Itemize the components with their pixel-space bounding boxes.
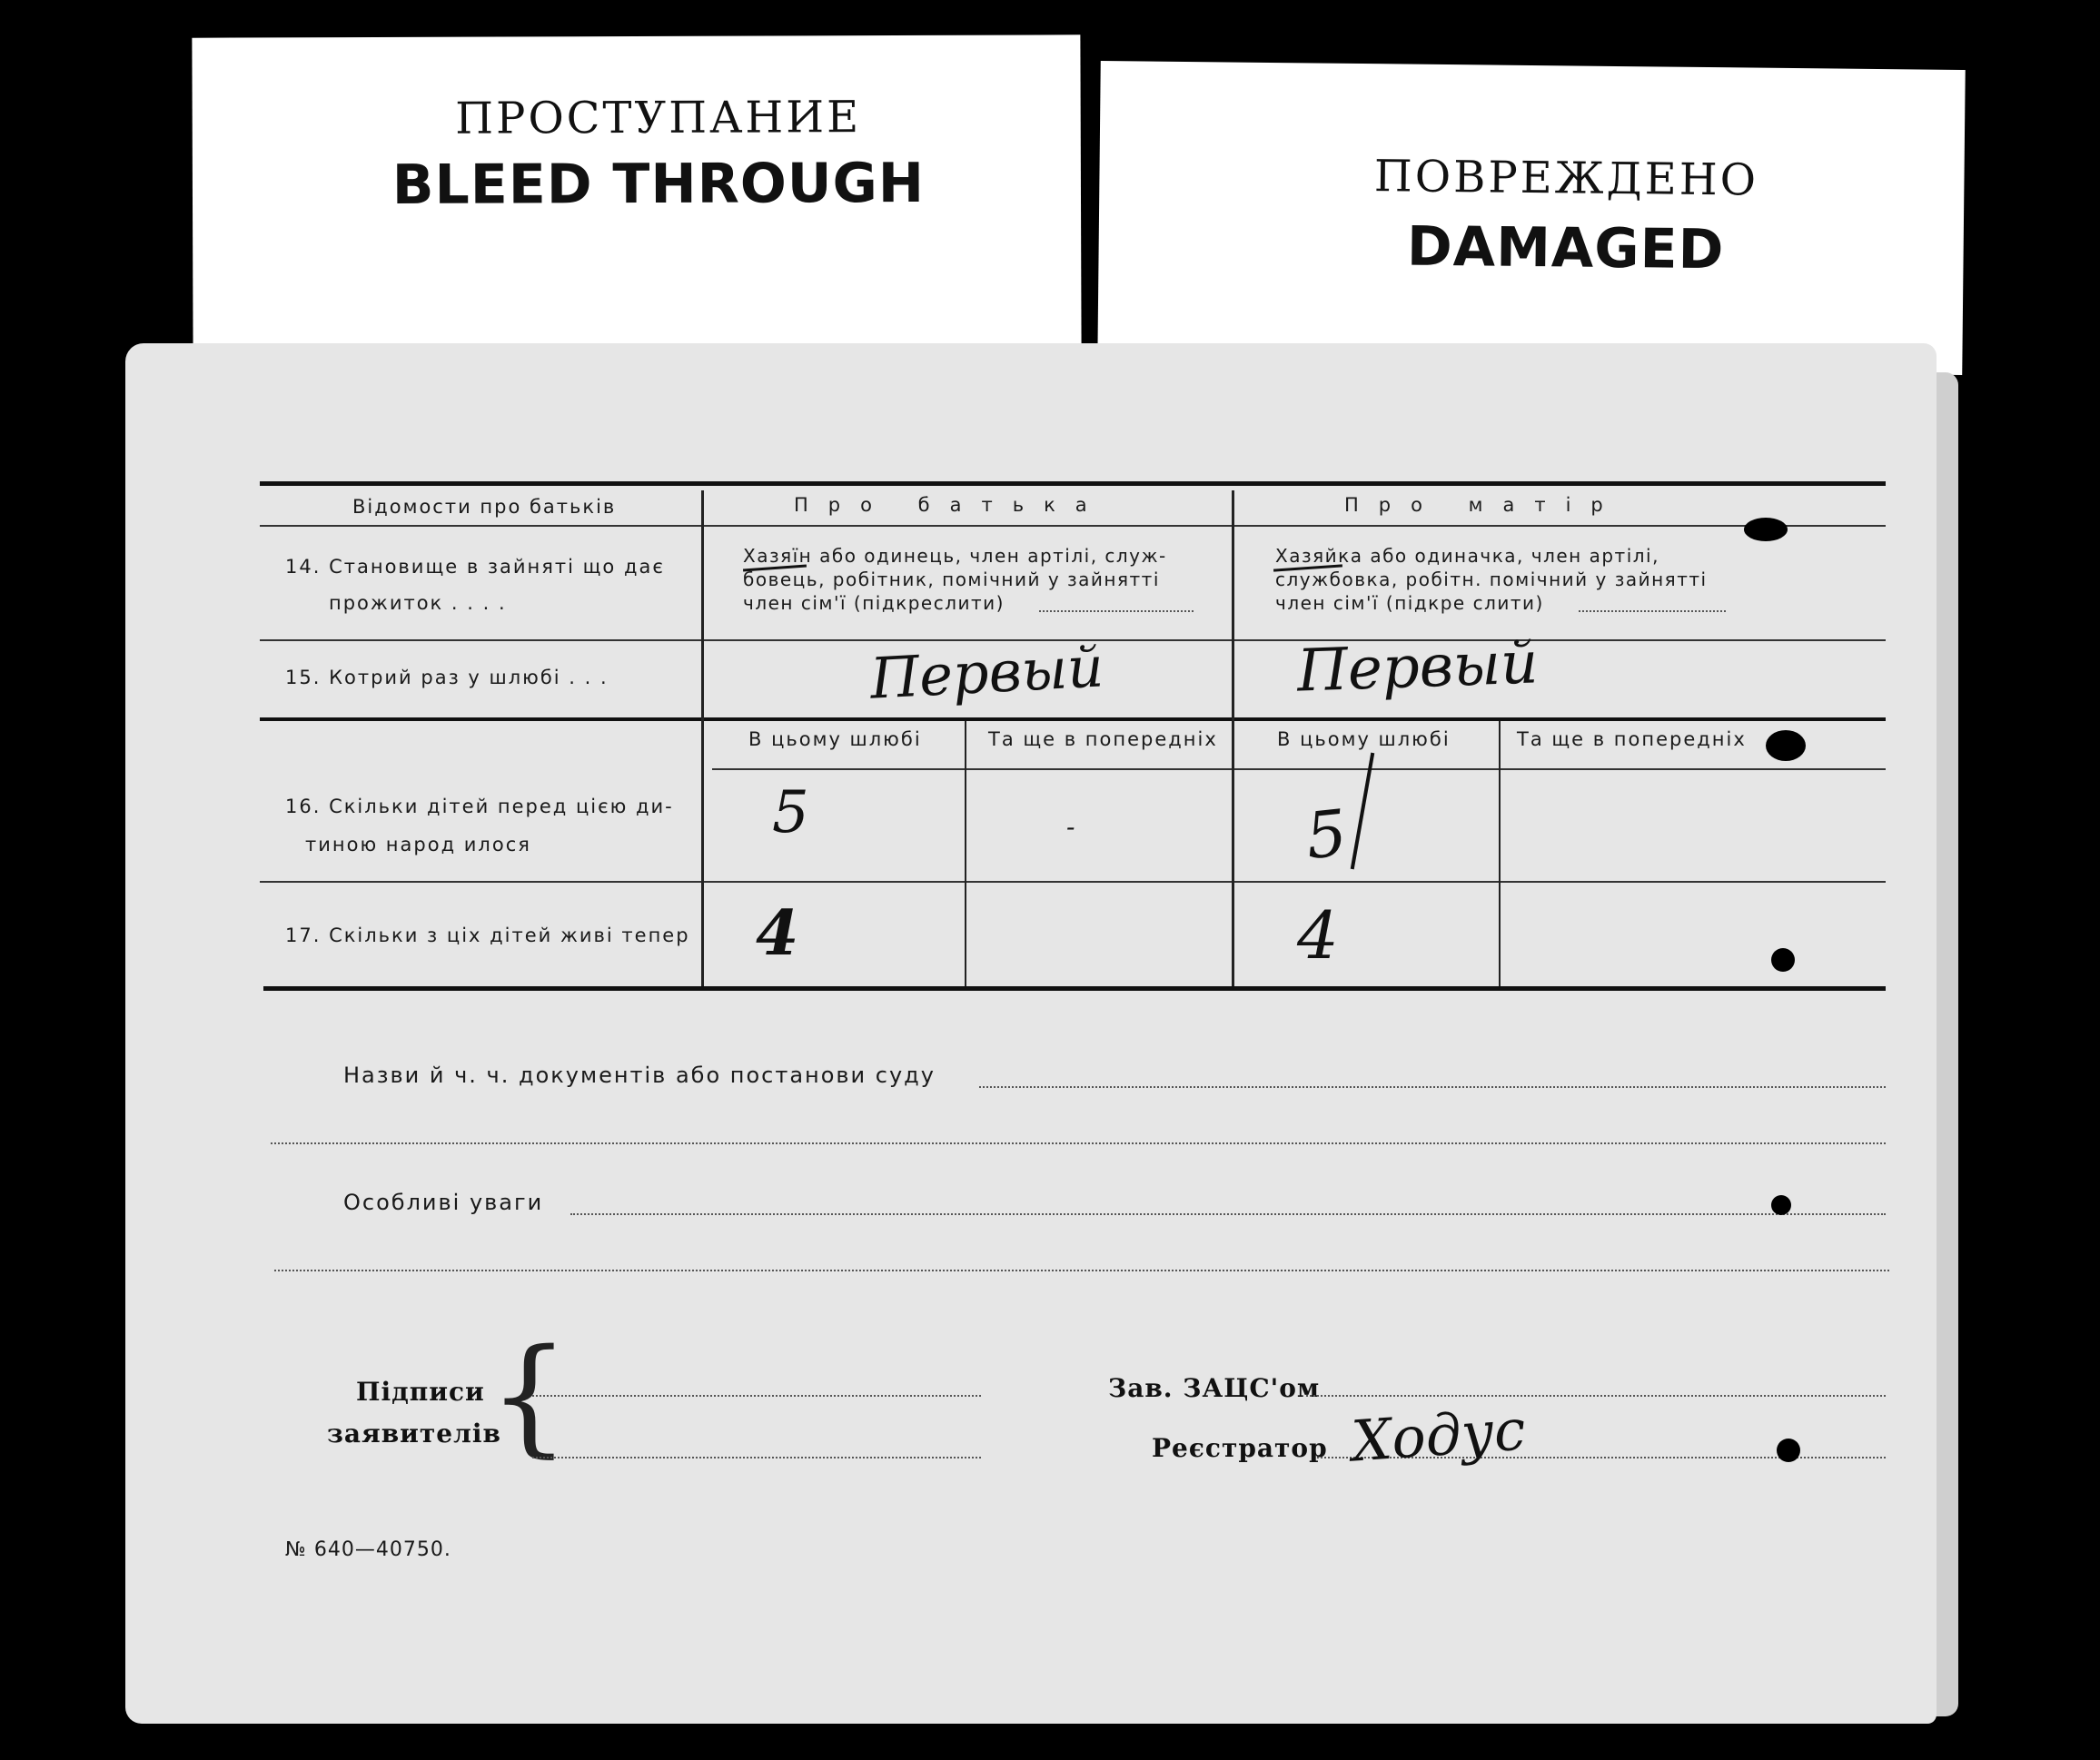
documents-dotline-1[interactable] <box>979 1086 1886 1088</box>
remarks-dotline-1[interactable] <box>570 1213 1886 1215</box>
damaged-label-ru: ПОВРЕЖДЕНО <box>1373 151 1759 206</box>
header-mother: Про матір <box>1344 494 1623 516</box>
signatures-label-line2: заявителів <box>327 1419 501 1449</box>
bleed-through-target-card <box>192 35 1081 364</box>
column-divider-1 <box>701 490 704 986</box>
form-number: № 640—40750. <box>285 1538 451 1561</box>
damage-hole-1 <box>1744 518 1788 541</box>
bleed-through-label-ru: ПРОСТУПАНИЕ <box>455 92 862 144</box>
remarks-dotline-2[interactable] <box>274 1270 1889 1271</box>
damage-hole-3 <box>1771 948 1795 972</box>
subheader-mother-prev: Та ще в попередніх <box>1517 728 1747 750</box>
row14-father-line2: бовець, робітник, помічний у зайнятті <box>743 569 1160 590</box>
registrar-signature: Ходус <box>1349 1396 1528 1475</box>
row15-rule <box>260 717 1886 721</box>
row17-mother-this-value: 4 <box>1297 897 1339 974</box>
remarks-label: Особливі уваги <box>343 1190 544 1215</box>
subheader-mother-this: В цьому шлюбі <box>1277 728 1451 750</box>
documents-dotline-2[interactable] <box>271 1142 1886 1144</box>
row16-father-this-value: 5 <box>772 779 809 846</box>
documents-label: Назви й ч. ч. документів або постанови суду <box>343 1063 936 1088</box>
signatures-label-line1: Підписи <box>356 1377 485 1407</box>
header-father: Про батька <box>794 494 1107 516</box>
row14-mother-line3: член сім'ї (підкре слити) <box>1275 592 1544 614</box>
row15-mother-handwritten: Первый <box>1295 629 1540 706</box>
damage-hole-2 <box>1766 730 1806 761</box>
column-divider-father <box>965 721 966 986</box>
row16-label-line1: 16. Скільки дітей перед цією ди- <box>285 796 674 817</box>
row17-label: 17. Скільки з ціх дітей живі тепер <box>285 924 690 946</box>
damage-hole-4 <box>1771 1195 1791 1215</box>
header-col-label: Відомости про батьків <box>352 496 617 518</box>
signature-dotline-2[interactable] <box>532 1457 981 1458</box>
row15-label: 15. Котрий раз у шлюбі . . . <box>285 667 609 688</box>
table-top-rule <box>260 481 1886 486</box>
row16-mother-this-value: 5 <box>1302 795 1351 875</box>
row15-father-handwritten: Первый <box>868 633 1105 712</box>
row14-mother-line2: службовка, робітн. помічний у зайнятті <box>1275 569 1708 590</box>
row14-label-line1: 14. Становище в зайняті що дає <box>285 556 665 578</box>
damaged-label-en: DAMAGED <box>1406 214 1725 282</box>
table-header-rule <box>260 525 1886 527</box>
column-divider-2 <box>1232 490 1234 986</box>
row17-father-this-value: 4 <box>756 897 799 970</box>
bleed-through-label-en: BLEED THROUGH <box>391 151 926 217</box>
signature-dotline-1[interactable] <box>532 1395 981 1397</box>
row14-mother-dotline <box>1579 610 1726 612</box>
head-label: Зав. ЗАЦС'ом <box>1108 1373 1321 1403</box>
registry-form-page <box>125 343 1937 1724</box>
row14-father-line1: Хазяїн або одинець, член артілі, служ- <box>743 545 1167 567</box>
subheader-rule <box>712 768 1886 770</box>
head-dotline[interactable] <box>1306 1395 1886 1397</box>
signatures-brace: { <box>489 1322 570 1470</box>
row16-father-prev-value: - <box>1066 812 1075 842</box>
table-bottom-rule <box>263 986 1886 991</box>
registrar-label: Реєстратор <box>1152 1433 1328 1463</box>
row16-label-line2: тиною народ илося <box>305 834 531 855</box>
row14-label-line2: прожиток . . . . <box>329 592 507 614</box>
subheader-father-this: В цьому шлюбі <box>748 728 922 750</box>
column-divider-mother <box>1499 721 1501 986</box>
damaged-target-card <box>1097 61 1965 375</box>
row14-father-line3: член сім'ї (підкреслити) <box>743 592 1005 614</box>
damage-hole-5 <box>1777 1439 1800 1462</box>
subheader-father-prev: Та ще в попередніх <box>988 728 1218 750</box>
row14-father-dotline <box>1039 610 1194 612</box>
row14-mother-line1: Хазяйка або одиначка, член артілі, <box>1275 545 1659 567</box>
row16-rule <box>260 881 1886 883</box>
